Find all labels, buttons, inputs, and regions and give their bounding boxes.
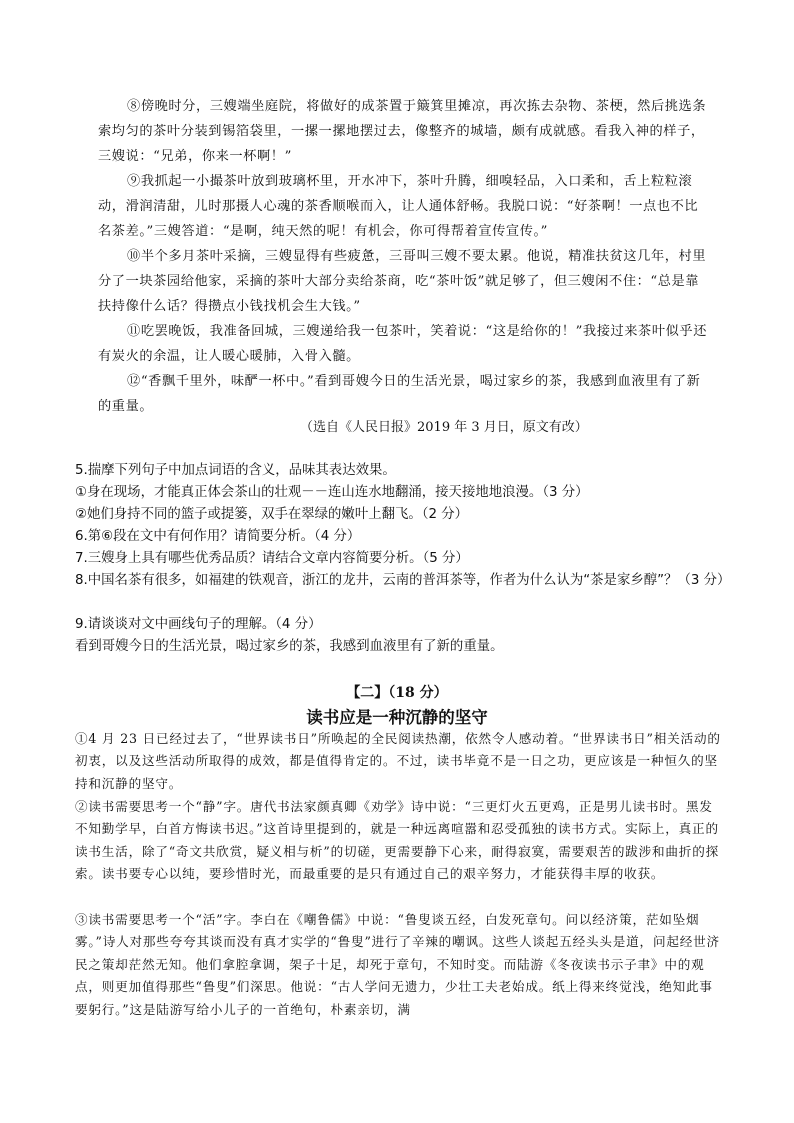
- question-9: 9.请谈谈对文中画线句子的理解。（4 分）: [75, 617, 322, 632]
- question-7: 7.三嫂身上具有哪些优秀品质？请结合文章内容简要分析。（5 分）: [75, 551, 469, 566]
- passage-paragraph-9: ⑨我抓起一小撮茶叶放到玻璃杯里，开水冲下，茶叶升腾，细嗅轻品，入口柔和，舌上粒粒滚动，滑润清甜，儿时那摄人心魂的茶香顺喉而入，让人通体舒畅。我脱口说：“好茶啊！一点也不比名茶差。”三嫂答道：“是啊，纯天然的呢！有机会，你可得帮着宣传宣传。”: [98, 174, 699, 239]
- passage-source: （选自《人民日报》2019 年 3 月日，原文有改）: [300, 420, 588, 435]
- passage-paragraph-8: ⑧傍晚时分，三嫂端坐庭院，将做好的成茶置于簸箕里摊凉，再次拣去杂物、茶梗，然后挑选条索均匀的茶叶分装到锡箔袋里，一摞一摞地摆过去，像整齐的城墙，颇有成就感。看我入神的样子，三嫂说：“兄弟，你来一杯啊！”: [98, 99, 707, 164]
- question-9-sentence: 看到哥嫂今日的生活光景，喝过家乡的茶，我感到血液里有了新的重量。: [75, 639, 504, 654]
- question-5: 5.揣摩下列句子中加点词语的含义，品味其表达效果。: [75, 463, 396, 478]
- article-paragraph-3: ③读书需要思考一个“活”字。李白在《嘲鲁儒》中说：“鲁叟谈五经，白发死章句。问以经济策，茫如坠烟雾。”诗人对那些夸夸其谈而没有真才实学的“鲁叟”进行了辛辣的嘲讽。这些人谈起五经头头是道，问起经世济民之策却茫然无知。他们拿腔拿调，架子十足，却死于章句，不知时变。而陆游《冬夜读书示子聿》中的观点，则更加值得那些“鲁叟”们深思。他说：“古人学问无遗力，少壮工夫老始成。纸上得来终觉浅，绝知此事要躬行。”这是陆游写给小儿子的一首绝句，朴素亲切，满: [75, 912, 720, 1017]
- article-title: 读书应是一种沉静的坚守: [306, 708, 488, 727]
- passage-paragraph-11: ⑪吃罢晚饭，我准备回城，三嫂递给我一包茶叶，笑着说：“这是给你的！”我接过来茶叶似乎还有炭火的余温，让人暖心暖肺，入骨入髓。: [98, 324, 707, 364]
- passage-paragraph-10: ⑩半个多月茶叶采摘，三嫂显得有些疲惫，三哥叫三嫂不要太累。他说，精准扶贫这几年，村里分了一块茶园给他家，采摘的茶叶大部分卖给茶商，吃“茶叶饭”就足够了，但三嫂闲不住：“总是靠扶持像什么话？得攒点小钱找机会生大钱。”: [98, 249, 707, 314]
- section-heading: 【二】（18 分）: [346, 685, 448, 701]
- question-8: 8.中国名茶有很多，如福建的铁观音，浙江的龙井，云南的普洱茶等，作者为什么认为“茶是家乡醇”？（3 分）: [75, 573, 731, 588]
- article-paragraph-2: ②读书需要思考一个“静”字。唐代书法家颜真卿《劝学》诗中说：“三更灯火五更鸡，正是男儿读书时。黑发不知勤学早，白首方悔读书迟。”这首诗里提到的，就是一种远离喧嚣和忍受孤独的读书方式。实际上，真正的读书生活，除了“奇文共欣赏，疑义相与析”的切磋，更需要静下心来，耐得寂寞，需要艰苦的跋涉和曲折的探索。读书要专心以纯，要珍惜时光，而最重要的是只有通过自己的艰辛努力，才能获得丰厚的收获。: [75, 799, 719, 882]
- question-5-item-1: ①身在现场，才能真正体会茶山的壮观－－连山连水地翻涌，接天接地地浪漫。（3 分）: [75, 485, 589, 500]
- article-paragraph-1: ①4 月 23 日已经过去了，“世界读书日”所唤起的全民阅读热潮，依然令人感动着。“世界读书日”相关活动的初衷，以及这些活动所取得的成效，都是值得肯定的。不过，读书毕竟不是一日之功，更应该是一种恒久的坚持和沉静的坚守。: [75, 731, 721, 791]
- question-5-item-2: ②她们身持不同的篮子或提篓，双手在翠绿的嫩叶上翻飞。（2 分）: [75, 507, 469, 522]
- passage-paragraph-12: ⑫“香飘千里外，味酽一杯中。”看到哥嫂今日的生活光景，喝过家乡的茶，我感到血液里有了新的重量。: [98, 374, 701, 414]
- question-6: 6.第⑥段在文中有何作用？请简要分析。（4 分）: [75, 529, 361, 544]
